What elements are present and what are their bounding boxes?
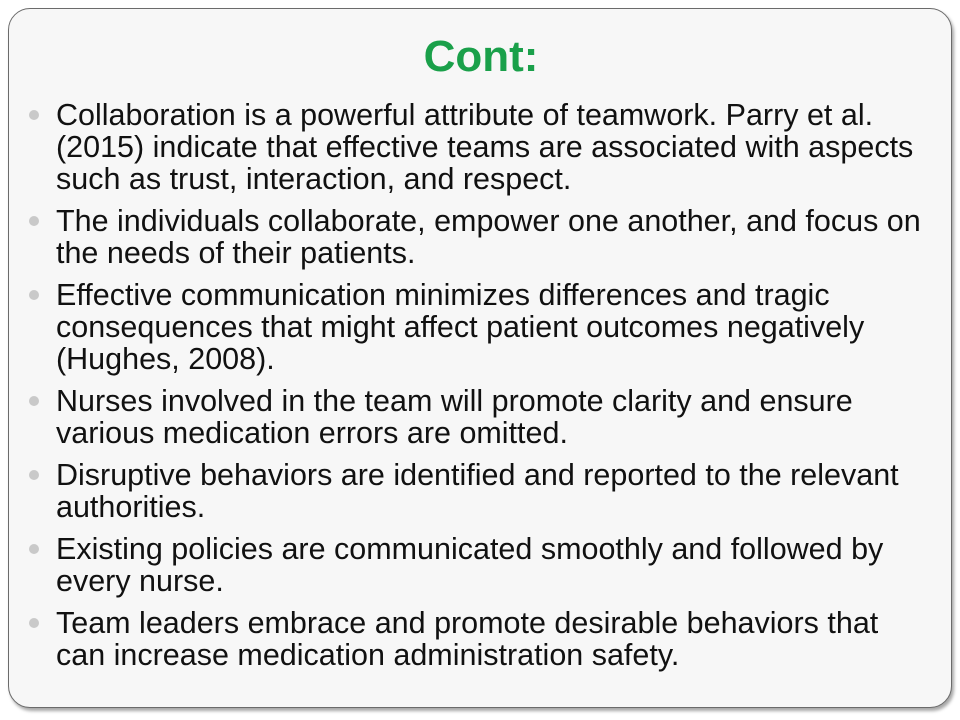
bullet-item [25, 99, 935, 195]
bullet-item [25, 607, 935, 671]
bullet-item [25, 279, 935, 375]
bullet-item [25, 459, 935, 523]
bullet-dot-icon [29, 216, 39, 226]
content-frame [8, 8, 952, 708]
bullet-text: Team leaders embrace and promote desirable behaviors that can increase medication administration safety. [56, 606, 879, 672]
bullet-list [25, 99, 935, 681]
slide-title: Cont: [423, 32, 539, 81]
bullet-text: Existing policies are communicated smoothly and followed by every nurse. [56, 532, 884, 598]
bullet-dot-icon [29, 618, 39, 628]
bullet-dot-icon [29, 544, 39, 554]
bullet-dot-icon [29, 110, 39, 120]
bullet-text: Nurses involved in the team will promote clarity and ensure various medication errors are omitted. [56, 384, 853, 450]
bullet-item [25, 205, 935, 269]
bullet-dot-icon [29, 470, 39, 480]
bullet-item [25, 385, 935, 449]
bullet-dot-icon [29, 396, 39, 406]
bullet-dot-icon [29, 290, 39, 300]
bullet-text: Collaboration is a powerful attribute of teamwork. Parry et al. (2015) indicate that effective teams are associated with aspects such as trust, interaction, and respect. [56, 98, 914, 196]
bullet-text: Disruptive behaviors are identified and reported to the relevant authorities. [56, 458, 899, 524]
bullet-text: The individuals collaborate, empower one another, and focus on the needs of their patients. [56, 204, 921, 270]
bullet-item [25, 533, 935, 597]
bullet-text: Effective communication minimizes differences and tragic consequences that might affect patient outcomes negatively (Hughes, 2008). [56, 278, 865, 376]
